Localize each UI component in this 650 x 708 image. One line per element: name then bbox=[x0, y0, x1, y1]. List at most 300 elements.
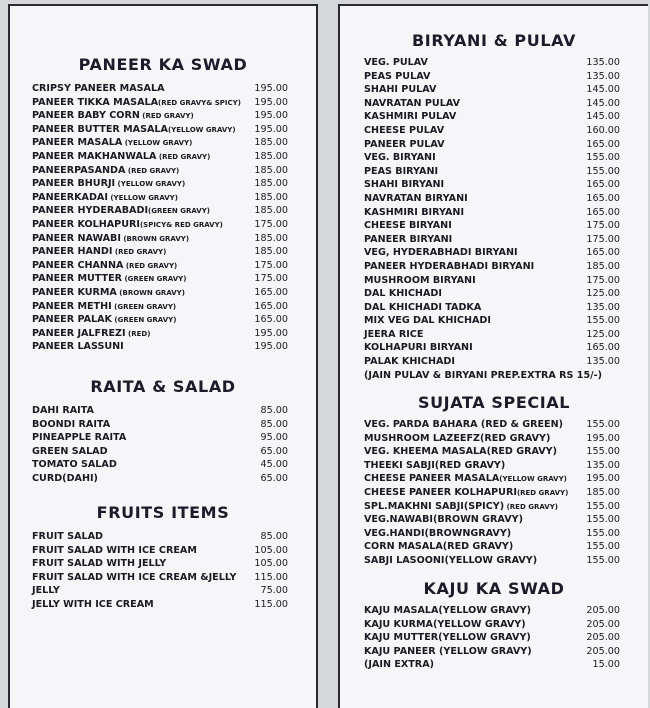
menu-item-name bbox=[32, 272, 186, 287]
menu-item-label: SABJI LASOONI(YELLOW GRAVY) bbox=[364, 554, 538, 566]
menu-item-label: DAHI RAITA bbox=[32, 405, 94, 416]
menu-item-name bbox=[32, 458, 117, 472]
menu-item-label: PANEER HANDI bbox=[32, 246, 113, 258]
menu-item-label: NAVRATAN PULAV bbox=[364, 97, 461, 109]
menu-item bbox=[32, 544, 288, 558]
section-heading: PANEER KA SWAD bbox=[78, 55, 248, 74]
section-paneer-ka-swad bbox=[10, 56, 316, 354]
menu-item-name bbox=[364, 486, 568, 501]
menu-item-price: 195.00 bbox=[586, 473, 620, 485]
menu-item-name bbox=[364, 341, 473, 355]
menu-item-label: CHEESE PANEER KOLHAPURI bbox=[364, 486, 517, 498]
menu-item-price: 165.00 bbox=[586, 206, 620, 218]
menu-item-price: 165.00 bbox=[586, 192, 620, 204]
menu-item bbox=[32, 136, 288, 150]
menu-item-label: FRUIT SALAD WITH JELLY bbox=[32, 558, 167, 570]
menu-item-name bbox=[364, 472, 567, 487]
menu-item-price: 165.00 bbox=[586, 342, 620, 354]
menu-item-price: 15.00 bbox=[592, 659, 620, 671]
menu-item-name bbox=[32, 300, 176, 315]
menu-item-name bbox=[364, 432, 550, 446]
menu-item-label: KOLHAPURI BIRYANI bbox=[364, 342, 473, 354]
menu-item-price: 155.00 bbox=[586, 152, 620, 164]
menu-item-label: KAJU MASALA(YELLOW GRAVY) bbox=[364, 605, 532, 616]
menu-item-name bbox=[32, 259, 177, 274]
menu-item bbox=[32, 418, 288, 432]
menu-item-price: 175.00 bbox=[254, 273, 288, 285]
menu-item-note: (YELLOW GRAVY) bbox=[122, 139, 193, 148]
menu-item-label: VEG, HYDERABHADI BIRYANI bbox=[364, 247, 518, 259]
menu-item-label: MUSHROOM BIRYANI bbox=[364, 274, 476, 286]
menu-panel-right bbox=[338, 4, 648, 708]
menu-item-label: PANEER BHURJI bbox=[32, 178, 116, 190]
menu-item bbox=[364, 56, 620, 70]
menu-item-price: 125.00 bbox=[586, 288, 620, 300]
menu-item-price: 155.00 bbox=[586, 446, 620, 458]
menu-item-label: PANEER METHI bbox=[32, 300, 112, 312]
menu-item bbox=[364, 301, 620, 315]
menu-item bbox=[364, 219, 620, 233]
menu-item bbox=[32, 259, 288, 273]
menu-item-label: MIX VEG DAL KHICHADI bbox=[364, 315, 491, 327]
menu-item bbox=[32, 404, 288, 418]
menu-item-label: PANEER HYDERABHADI BIRYANI bbox=[364, 260, 535, 272]
menu-item-label: VEG. PULAV bbox=[364, 57, 428, 68]
menu-item bbox=[32, 286, 288, 300]
menu-item-price: 160.00 bbox=[586, 124, 620, 136]
menu-item-price: 115.00 bbox=[254, 598, 288, 610]
menu-item-note: (RED GRAVY) bbox=[156, 152, 211, 161]
menu-item-name bbox=[364, 645, 532, 659]
menu-item-price: 175.00 bbox=[254, 218, 288, 230]
menu-item-name bbox=[32, 598, 154, 612]
menu-item-label: PANEERKADAI bbox=[32, 191, 108, 203]
menu-item bbox=[364, 70, 620, 84]
menu-item-name bbox=[364, 513, 523, 527]
menu-item-label: SHAHI BIRYANI bbox=[364, 179, 445, 191]
menu-item-name bbox=[364, 459, 505, 473]
menu-item-label: DAL KHICHADI TADKA bbox=[364, 301, 482, 313]
menu-item-label: PANEER MASALA bbox=[32, 137, 123, 149]
menu-item-price: 185.00 bbox=[254, 246, 288, 258]
menu-item-note: (BROWN GRAVY) bbox=[120, 234, 190, 243]
menu-item-name bbox=[364, 260, 534, 274]
menu-item-price: 185.00 bbox=[254, 191, 288, 203]
menu-item-price: 195.00 bbox=[254, 341, 288, 353]
menu-item-label: (JAIN EXTRA) bbox=[364, 659, 435, 671]
menu-list bbox=[364, 418, 620, 568]
menu-item-price: 165.00 bbox=[254, 286, 288, 298]
menu-item-label: PANEERPASANDA bbox=[32, 164, 126, 176]
menu-item-name bbox=[32, 150, 210, 165]
menu-item-price: 185.00 bbox=[254, 164, 288, 176]
menu-item-name bbox=[364, 56, 428, 70]
menu-panel-left bbox=[8, 4, 318, 708]
menu-item bbox=[32, 598, 288, 612]
menu-item-name bbox=[32, 232, 189, 247]
section-heading: FRUITS ITEMS bbox=[96, 503, 230, 522]
menu-item-name bbox=[32, 472, 98, 486]
menu-list bbox=[364, 56, 620, 382]
menu-item-label: PANEER JALFREZI bbox=[32, 327, 126, 339]
section-heading: KAJU KA SWAD bbox=[423, 579, 565, 598]
menu-item-name bbox=[364, 418, 563, 432]
menu-item-name bbox=[364, 527, 511, 541]
menu-item bbox=[364, 658, 620, 672]
menu-item-label: DAL KHICHADI bbox=[364, 288, 442, 300]
menu-item-price: 135.00 bbox=[586, 301, 620, 313]
menu-item bbox=[32, 313, 288, 327]
menu-item bbox=[364, 631, 620, 645]
menu-item-label: PANEER LASSUNI bbox=[32, 341, 124, 353]
menu-item bbox=[364, 314, 620, 328]
menu-item-label: JEERA RICE bbox=[364, 328, 424, 340]
menu-item-label: PEAS BIRYANI bbox=[364, 165, 439, 177]
menu-item-price: 165.00 bbox=[254, 314, 288, 326]
menu-item-price: 95.00 bbox=[260, 432, 288, 444]
menu-item-name bbox=[32, 571, 236, 585]
menu-item-name bbox=[32, 177, 185, 192]
menu-item-name bbox=[364, 631, 531, 645]
menu-item-label: PALAK KHICHADI bbox=[364, 356, 455, 368]
menu-item-name bbox=[364, 192, 468, 206]
menu-item-price: 195.00 bbox=[254, 83, 288, 94]
menu-item-name bbox=[32, 82, 165, 96]
menu-item-name bbox=[364, 219, 452, 233]
menu-item bbox=[32, 472, 288, 486]
menu-item-name bbox=[364, 138, 445, 152]
menu-item bbox=[32, 431, 288, 445]
menu-item-name bbox=[364, 618, 526, 632]
menu-item-price: 205.00 bbox=[586, 645, 620, 657]
section-raita-salad bbox=[10, 378, 316, 486]
menu-item bbox=[32, 530, 288, 544]
menu-item-label: CHEESE PULAV bbox=[364, 124, 445, 136]
menu-item-name bbox=[32, 164, 179, 179]
menu-item-price: 85.00 bbox=[260, 531, 288, 542]
menu-item bbox=[364, 260, 620, 274]
menu-item-name bbox=[364, 97, 460, 111]
menu-item-name bbox=[364, 124, 444, 138]
menu-item-price: 175.00 bbox=[586, 274, 620, 286]
menu-item-name bbox=[32, 530, 103, 544]
section-heading: RAITA & SALAD bbox=[90, 377, 236, 396]
menu-item-price: 75.00 bbox=[260, 585, 288, 597]
menu-item-label: JELLY bbox=[32, 585, 60, 597]
menu-item-note: (GREEN GRAVY) bbox=[148, 207, 210, 216]
menu-item bbox=[364, 604, 620, 618]
menu-item-name bbox=[364, 445, 557, 459]
menu-item bbox=[32, 571, 288, 585]
menu-item-label: VEG.HANDI(BROWNGRAVY) bbox=[364, 527, 512, 539]
menu-item-name bbox=[32, 327, 150, 342]
menu-item-name bbox=[364, 206, 464, 220]
menu-item-price: 185.00 bbox=[586, 260, 620, 272]
menu-item bbox=[364, 246, 620, 260]
section-heading: SUJATA SPECIAL bbox=[417, 393, 571, 412]
menu-item-name bbox=[364, 540, 513, 554]
menu-item-price: 105.00 bbox=[254, 558, 288, 570]
menu-item-label: VEG. KHEEMA MASALA(RED GRAVY) bbox=[364, 446, 557, 458]
menu-item-name bbox=[32, 96, 241, 111]
menu-item-label: PANEER BUTTER MASALA bbox=[32, 123, 168, 135]
menu-item-label: CRIPSY PANEER MASALA bbox=[32, 83, 165, 94]
menu-item-price: 155.00 bbox=[586, 500, 620, 512]
menu-item bbox=[32, 191, 288, 205]
menu-item-price: 155.00 bbox=[586, 514, 620, 526]
menu-item-name bbox=[32, 340, 124, 354]
menu-item bbox=[364, 645, 620, 659]
menu-item bbox=[364, 500, 620, 514]
menu-item-price: 195.00 bbox=[586, 432, 620, 444]
menu-item-price: 195.00 bbox=[254, 110, 288, 122]
menu-item-label: PANEER MAKHANWALA bbox=[32, 150, 157, 162]
menu-item-name bbox=[364, 287, 442, 301]
menu-item-price: 135.00 bbox=[586, 70, 620, 82]
menu-item-name bbox=[32, 218, 223, 233]
menu-item-label: BOONDI RAITA bbox=[32, 418, 111, 430]
menu-item bbox=[32, 445, 288, 459]
menu-item-label: PANEER KURMA bbox=[32, 286, 117, 298]
menu-item-label: PANEER TIKKA MASALA bbox=[32, 96, 159, 108]
menu-item-name bbox=[32, 584, 60, 598]
menu-item-note: (BROWN GRAVY) bbox=[116, 288, 185, 297]
menu-item-label: FRUIT SALAD WITH ICE CREAM bbox=[32, 544, 197, 556]
menu-item-note: (GREEN GRAVY) bbox=[111, 302, 177, 311]
menu-item-name bbox=[364, 301, 481, 315]
menu-item bbox=[364, 369, 620, 383]
menu-item-note: (YELLOW GRAVY) bbox=[107, 193, 178, 202]
menu-item bbox=[32, 82, 288, 96]
menu-item bbox=[364, 432, 620, 446]
menu-item-label: CURD(DAHI) bbox=[32, 472, 98, 484]
menu-item-label: FRUIT SALAD bbox=[32, 531, 104, 542]
menu-item-name bbox=[364, 500, 558, 515]
menu-item bbox=[364, 472, 620, 486]
menu-item-price: 45.00 bbox=[260, 459, 288, 471]
menu-item-price: 175.00 bbox=[586, 220, 620, 232]
menu-item-price: 85.00 bbox=[260, 418, 288, 430]
menu-list bbox=[32, 82, 288, 354]
menu-item bbox=[364, 328, 620, 342]
menu-item-name bbox=[364, 70, 430, 84]
menu-item bbox=[364, 110, 620, 124]
menu-item-name bbox=[364, 658, 434, 672]
menu-item-price: 205.00 bbox=[586, 618, 620, 630]
menu-item-price: 185.00 bbox=[254, 232, 288, 244]
menu-item-price: 115.00 bbox=[254, 571, 288, 583]
menu-item-label: VEG. PARDA BAHARA (RED & GREEN) bbox=[364, 419, 563, 430]
menu-item-label: PANEER BABY CORN bbox=[32, 110, 140, 122]
menu-item-label: VEG. BIRYANI bbox=[364, 152, 436, 164]
menu-item bbox=[364, 355, 620, 369]
menu-item-label: CHEESE BIRYANI bbox=[364, 220, 452, 232]
menu-item bbox=[364, 178, 620, 192]
menu-item bbox=[364, 341, 620, 355]
section-fruits-items bbox=[10, 504, 316, 612]
menu-item bbox=[32, 458, 288, 472]
menu-item-price: 155.00 bbox=[586, 165, 620, 177]
menu-item bbox=[32, 150, 288, 164]
menu-item bbox=[364, 97, 620, 111]
menu-item bbox=[364, 459, 620, 473]
menu-item bbox=[364, 513, 620, 527]
menu-item bbox=[364, 618, 620, 632]
menu-item-name bbox=[364, 554, 537, 568]
menu-item-name bbox=[32, 245, 166, 260]
menu-item-price: 205.00 bbox=[586, 605, 620, 616]
menu-item-price: 155.00 bbox=[586, 554, 620, 566]
menu-item-note: (RED GRAVY& SPICY) bbox=[158, 98, 241, 107]
menu-item-name bbox=[364, 83, 436, 97]
menu-list bbox=[32, 530, 288, 612]
menu-item-note: (YELLOW GRAVY) bbox=[167, 125, 236, 134]
menu-item-name bbox=[364, 314, 491, 328]
menu-item-price: 185.00 bbox=[254, 205, 288, 217]
menu-item bbox=[32, 245, 288, 259]
menu-item-note: (RED GRAVY) bbox=[123, 261, 178, 270]
menu-item-price: 135.00 bbox=[586, 57, 620, 68]
menu-item-price: 185.00 bbox=[254, 178, 288, 190]
menu-item-label: KASHMIRI BIRYANI bbox=[364, 206, 465, 218]
menu-item-price: 205.00 bbox=[586, 632, 620, 644]
menu-item-price: 195.00 bbox=[254, 96, 288, 108]
menu-item bbox=[364, 138, 620, 152]
menu-list bbox=[364, 604, 620, 672]
menu-item-name bbox=[32, 544, 197, 558]
menu-item-note: (GREEN GRAVY) bbox=[112, 316, 177, 325]
menu-item-price: 135.00 bbox=[586, 356, 620, 368]
menu-item-name bbox=[364, 328, 423, 342]
menu-item-label: PANEER KOLHAPURI bbox=[32, 218, 140, 230]
menu-item bbox=[364, 206, 620, 220]
menu-item-price: 65.00 bbox=[260, 472, 288, 484]
menu-item-label: GREEN SALAD bbox=[32, 445, 108, 457]
menu-item-name bbox=[32, 404, 94, 418]
menu-item-label: KAJU MUTTER(YELLOW GRAVY) bbox=[364, 632, 531, 644]
menu-item-name bbox=[364, 165, 438, 179]
menu-item bbox=[364, 287, 620, 301]
menu-item bbox=[32, 300, 288, 314]
menu-item bbox=[32, 340, 288, 354]
section-heading: BIRYANI & PULAV bbox=[411, 31, 577, 50]
menu-item bbox=[32, 177, 288, 191]
menu-item-price: 185.00 bbox=[586, 486, 620, 498]
menu-item-price: 145.00 bbox=[586, 84, 620, 96]
menu-item bbox=[364, 192, 620, 206]
menu-item-name bbox=[32, 431, 126, 445]
menu-item-label: PANEER HYDERABADI bbox=[32, 205, 149, 217]
menu-item-name bbox=[32, 418, 110, 432]
menu-item-label: THEEKI SABJI(RED GRAVY) bbox=[364, 459, 506, 471]
menu-item-name bbox=[364, 178, 444, 192]
menu-item-note: (RED GRAVY) bbox=[125, 166, 180, 175]
menu-item bbox=[32, 164, 288, 178]
menu-item-name bbox=[364, 274, 476, 288]
menu-item bbox=[364, 445, 620, 459]
menu-item-label: JELLY WITH ICE CREAM bbox=[32, 598, 154, 610]
menu-item-price: 165.00 bbox=[586, 179, 620, 191]
menu-item-name bbox=[32, 286, 185, 301]
menu-item bbox=[32, 584, 288, 598]
menu-item-price: 125.00 bbox=[586, 328, 620, 340]
menu-item bbox=[364, 83, 620, 97]
menu-item-label: PANEER CHANNA bbox=[32, 259, 124, 271]
menu-item-label: PANEER MUTTER bbox=[32, 273, 123, 285]
menu-item-price: 195.00 bbox=[254, 327, 288, 339]
section-sujata-special bbox=[340, 394, 648, 568]
menu-item bbox=[32, 96, 288, 110]
menu-item-note: (RED GRAVY) bbox=[504, 502, 558, 511]
menu-item-note: (YELLOW GRAVY) bbox=[499, 475, 567, 484]
menu-item-label: MUSHROOM LAZEEFZ(RED GRAVY) bbox=[364, 432, 551, 444]
menu-item-name bbox=[32, 191, 178, 206]
menu-item-label: KAJU KURMA(YELLOW GRAVY) bbox=[364, 618, 526, 630]
section-kaju-ka-swad bbox=[340, 580, 648, 672]
menu-item-label: PINEAPPLE RAITA bbox=[32, 432, 127, 444]
menu-item-label: PANEER BIRYANI bbox=[364, 233, 453, 245]
menu-item-name bbox=[364, 246, 518, 260]
menu-item-price: 85.00 bbox=[260, 405, 288, 416]
menu-item-name bbox=[32, 204, 210, 219]
menu-item-note: (GREEN GRAVY) bbox=[122, 275, 187, 284]
menu-item-name bbox=[364, 151, 436, 165]
menu-item-name bbox=[364, 355, 455, 369]
menu-item-note: (RED GRAVY) bbox=[112, 248, 167, 257]
menu-item-label: SHAHI PULAV bbox=[364, 84, 437, 96]
section-biryani-pulav bbox=[340, 32, 648, 382]
menu-item bbox=[364, 151, 620, 165]
menu-item-price: 145.00 bbox=[586, 97, 620, 109]
menu-item-label: PANEER PULAV bbox=[364, 138, 445, 150]
menu-item bbox=[364, 554, 620, 568]
menu-item-name bbox=[32, 313, 176, 328]
menu-item-label: KAJU PANEER (YELLOW GRAVY) bbox=[364, 645, 532, 657]
menu-item-price: 175.00 bbox=[254, 259, 288, 271]
menu-item-price: 155.00 bbox=[586, 315, 620, 327]
menu-list bbox=[32, 404, 288, 486]
menu-item-price: 155.00 bbox=[586, 541, 620, 553]
menu-item-price: 155.00 bbox=[586, 527, 620, 539]
menu-item-name bbox=[364, 110, 456, 124]
menu-item-price: 165.00 bbox=[254, 300, 288, 312]
menu-item-label: PANEER NAWABI bbox=[32, 232, 121, 244]
menu-item-label: PEAS PULAV bbox=[364, 70, 431, 82]
menu-item-name bbox=[32, 136, 192, 151]
menu-item bbox=[364, 165, 620, 179]
menu-item-note: (RED GRAVY) bbox=[516, 488, 569, 497]
menu-item bbox=[32, 327, 288, 341]
menu-item-note: (YELLOW GRAVY) bbox=[115, 180, 186, 189]
menu-item-label: VEG.NAWABI(BROWN GRAVY) bbox=[364, 514, 523, 526]
menu-item-label: TOMATO SALAD bbox=[32, 459, 117, 471]
menu-item-name bbox=[32, 109, 194, 124]
menu-item bbox=[32, 218, 288, 232]
menu-item-price: 165.00 bbox=[586, 247, 620, 259]
menu-item bbox=[364, 233, 620, 247]
menu-item-label: FRUIT SALAD WITH ICE CREAM &JELLY bbox=[32, 571, 237, 583]
menu-item bbox=[364, 486, 620, 500]
menu-item bbox=[32, 204, 288, 218]
menu-item bbox=[364, 527, 620, 541]
menu-item bbox=[32, 232, 288, 246]
menu-item-name bbox=[32, 123, 236, 138]
menu-item-price: 165.00 bbox=[586, 138, 620, 150]
menu-item-label: CORN MASALA(RED GRAVY) bbox=[364, 541, 514, 553]
menu-item-price: 155.00 bbox=[586, 419, 620, 430]
menu-item bbox=[32, 109, 288, 123]
menu-item-price: 145.00 bbox=[586, 111, 620, 123]
